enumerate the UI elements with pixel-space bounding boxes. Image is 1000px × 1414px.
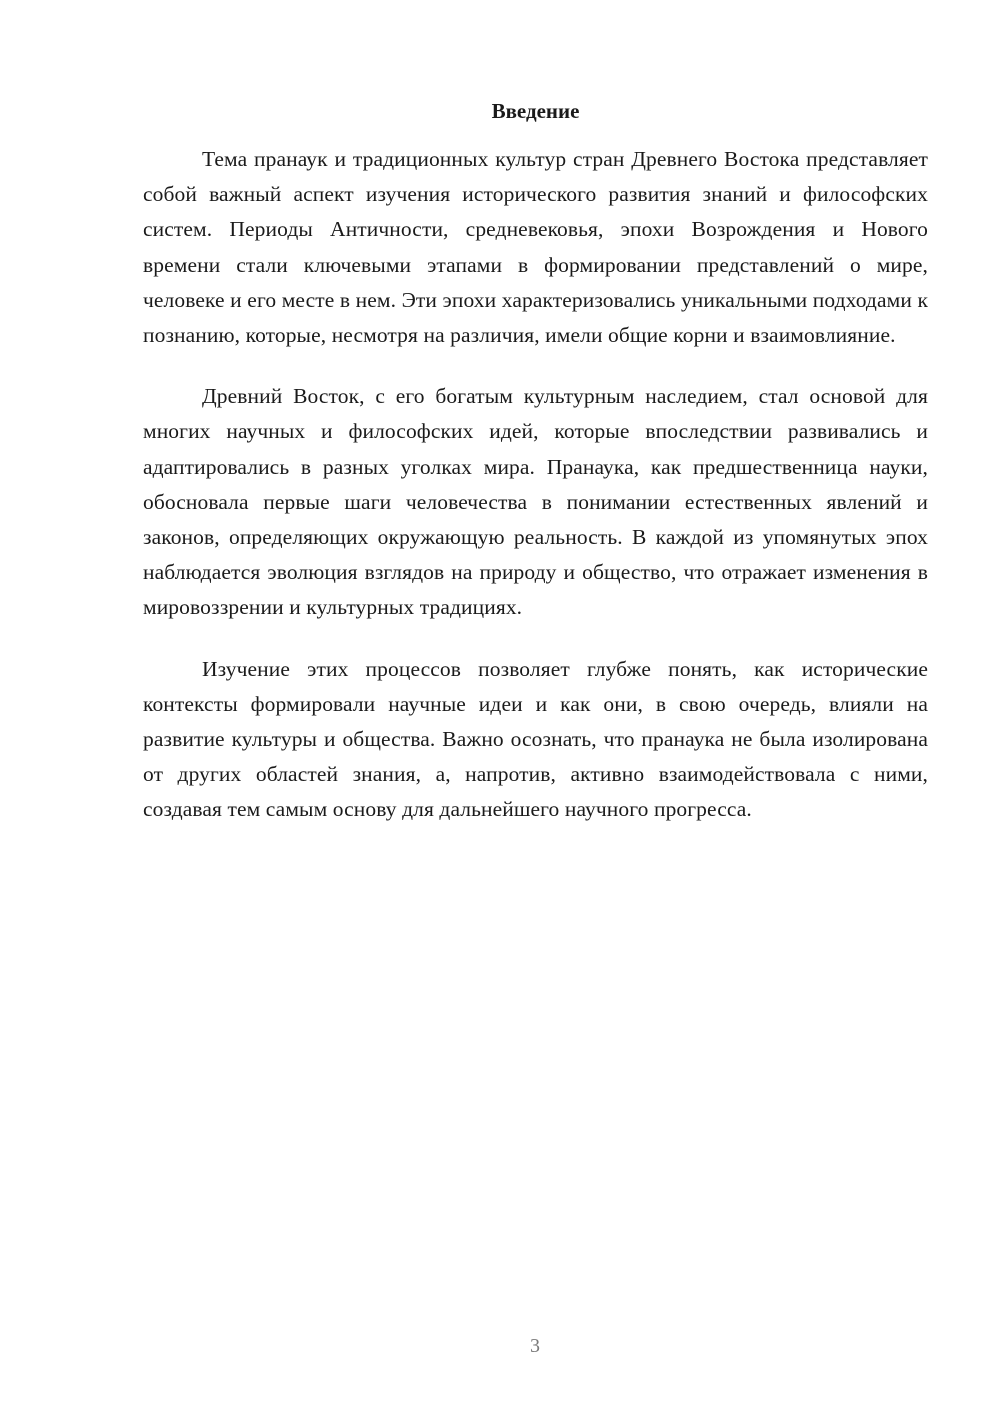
body-text [143, 142, 928, 854]
section-heading: Введение [491, 99, 580, 123]
paragraph-2: Древний Восток, с его богатым культурным наследием, стал основой для многих научных и философских идей, которые впоследствии развивались и адаптировались в разных уголках мира. Пранаука, как предшественница науки, обосновала первые шаги человечества в понимании естественных явлений и законов, определяющих окружающую реальность. В каждой из упомянутых эпох наблюдается эволюция взглядов на природу и общество, что отражает изменения в мировоззрении и культурных традициях. [143, 384, 928, 620]
paragraph-3: Изучение этих процессов позволяет глубже понять, как исторические контексты формировали научные идеи и как они, в свою очередь, влияли на развитие культуры и общества. Важно осознать, что пранаука не была изолирована от других областей знания, а, напротив, активно взаимодействовала с ними, создавая тем самым основу для дальнейшего научного прогресса. [143, 656, 928, 822]
paragraph-1: Тема пранаук и традиционных культур стран Древнего Востока представляет собой важный аспект изучения исторического развития знаний и философских систем. Периоды Античности, средневековья, эпохи Возрождения и Нового времени стали ключевыми этапами в формировании представлений о мире, человеке и его месте в нем. Эти эпохи характеризовались уникальными подходами к познанию, которые, несмотря на различия, имели общие корни и взаимовлияние. [143, 147, 928, 348]
page-number: 3 [530, 1335, 540, 1357]
